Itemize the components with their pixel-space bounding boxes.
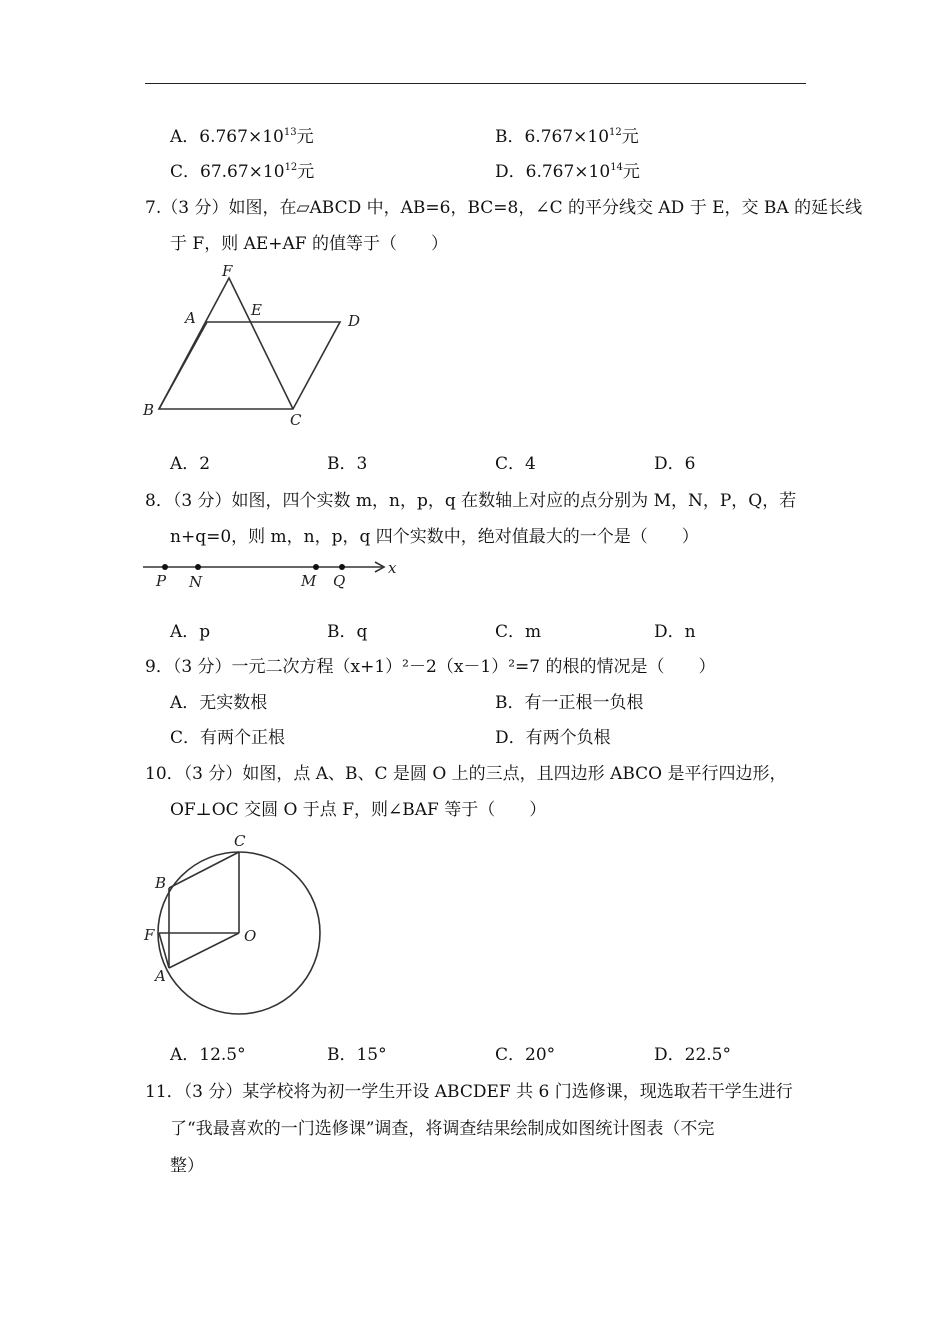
- q8-option-a: A．p: [170, 622, 211, 642]
- q11-stem-line1: 11．（3 分）某学校将为初一学生开设 ABCDEF 共 6 门选修课，现选取若干学生进行: [145, 1082, 793, 1102]
- label-d: D: [348, 312, 361, 330]
- q6-option-b: B．$6.767\times 10^{12}$元: [495, 127, 639, 147]
- q7-stem-line1: 7.（3 分）如图，在▱ABCD 中，AB=6，BC=8，∠C 的平分线交 AD 于 E，交 BA 的延长线: [145, 198, 863, 218]
- q10-stem-line1: 10．（3 分）如图，点 A、B、C 是圆 O 上的三点，且四边形 ABCO 是平行四边形，: [145, 764, 787, 784]
- point-p: [162, 564, 168, 570]
- header-rule: [145, 83, 806, 84]
- q9-option-b: B．有一正根一负根: [495, 693, 644, 713]
- q8-option-c: C．m: [495, 622, 542, 642]
- q11-stem-line3: 整）: [170, 1156, 204, 1176]
- q6-option-c: C．$67.67\times 10^{12}$元: [170, 162, 315, 182]
- label-c: C: [234, 832, 246, 850]
- extended-lines-bf-fc: [159, 278, 293, 409]
- segment-bc: [169, 852, 239, 888]
- point-q: [339, 564, 345, 570]
- q7-parallelogram-figure: [140, 262, 380, 432]
- label-m: M: [301, 572, 317, 590]
- q11-stem-line2: 了“我最喜欢的一门选修课”调查，将调查结果绘制成如图统计图表（不完: [170, 1119, 715, 1139]
- q7-stem-line2: 于 F，则 AE+AF 的值等于（ ）: [170, 234, 449, 254]
- label-n: N: [189, 573, 203, 591]
- label-e: E: [251, 301, 262, 319]
- q9-stem-line1: 9．（3 分）一元二次方程（x+1）²－2（x－1）²=7 的根的情况是（ ）: [145, 657, 716, 677]
- q7-option-a: A．2: [170, 454, 211, 474]
- label-a: A: [185, 309, 196, 327]
- label-a: A: [155, 967, 166, 985]
- q6-option-a: A．$6.767\times 10^{13}$元: [170, 127, 314, 147]
- q10-option-d: D．22.5°: [654, 1045, 731, 1065]
- point-m: [313, 564, 319, 570]
- q9-option-c: C．有两个正根: [170, 728, 286, 748]
- q6-option-d: D．$6.767\times 10^{14}$元: [495, 162, 640, 182]
- parallelogram-abcd: [159, 322, 340, 409]
- label-p: P: [156, 572, 167, 590]
- q7-option-d: D．6: [654, 454, 696, 474]
- label-c: C: [290, 411, 302, 429]
- q9-option-d: D．有两个负根: [495, 728, 611, 748]
- q10-circle-figure: [140, 830, 340, 1030]
- label-f: F: [144, 926, 155, 944]
- q8-option-b: B．q: [327, 622, 368, 642]
- q8-number-line-figure: [140, 555, 400, 595]
- q7-option-c: C．4: [495, 454, 536, 474]
- label-b: B: [155, 874, 167, 892]
- q8-option-d: D．n: [654, 622, 696, 642]
- q7-option-b: B．3: [327, 454, 368, 474]
- q8-stem-line2: n+q=0，则 m，n，p，q 四个实数中，绝对值最大的一个是（ ）: [170, 527, 699, 547]
- label-x: x: [388, 559, 397, 577]
- q10-option-c: C．20°: [495, 1045, 556, 1065]
- label-o: O: [244, 927, 257, 945]
- q9-option-a: A．无实数根: [170, 693, 268, 713]
- q10-stem-line2: OF⊥OC 交圆 O 于点 F，则∠BAF 等于（ ）: [170, 800, 547, 820]
- label-f: F: [222, 262, 233, 280]
- label-q: Q: [333, 572, 346, 590]
- q10-option-b: B．15°: [327, 1045, 387, 1065]
- q10-option-a: A．12.5°: [170, 1045, 246, 1065]
- segment-oa: [169, 933, 239, 968]
- q8-stem-line1: 8．（3 分）如图，四个实数 m，n，p，q 在数轴上对应的点分别为 M，N，P，Q，若: [145, 491, 797, 511]
- point-n: [195, 564, 201, 570]
- label-b: B: [143, 401, 155, 419]
